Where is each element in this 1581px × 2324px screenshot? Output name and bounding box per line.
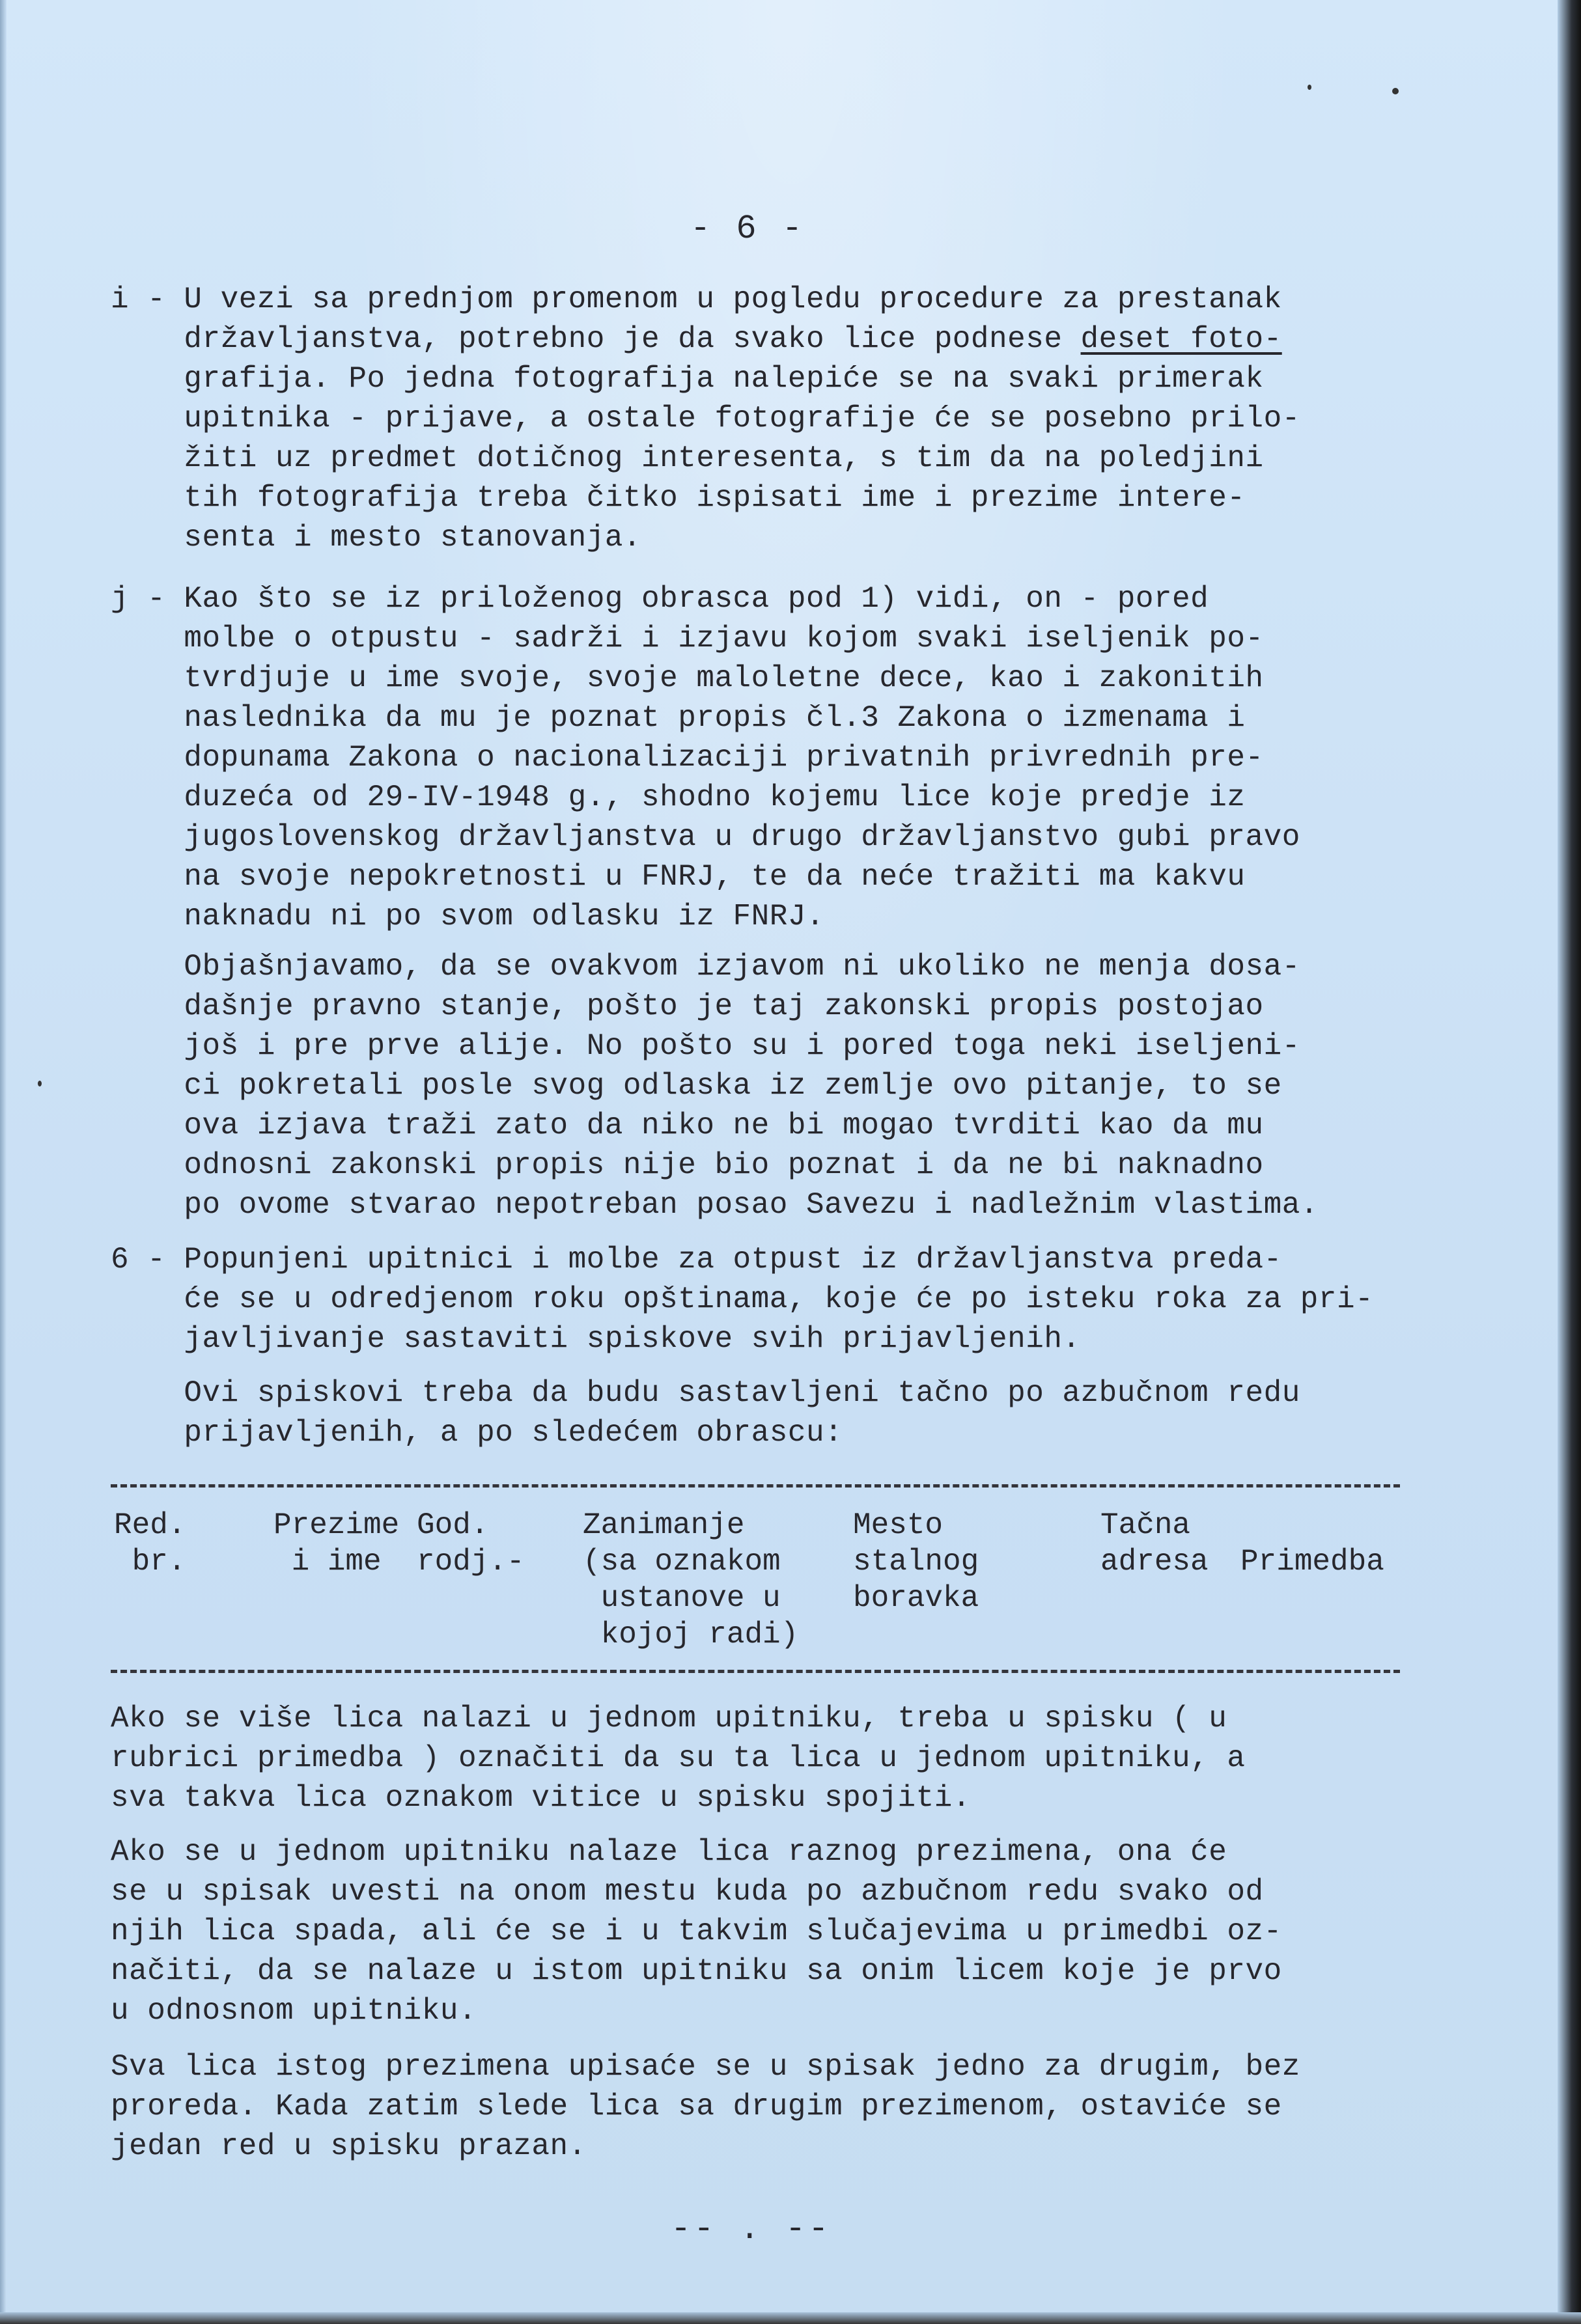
scan-speck: [1308, 85, 1311, 90]
page-footer-mark: -- . --: [671, 2210, 832, 2248]
line: sva takva lica oznakom vitice u spisku spojiti.: [111, 1781, 971, 1815]
scan-edge-right: [1558, 0, 1581, 2324]
scan-speck: [38, 1081, 42, 1086]
line: dašnje pravno stanje, pošto je taj zakonski propis postojao: [111, 989, 1264, 1023]
col-mesto-boravka: Mesto stalnog boravka: [853, 1508, 979, 1615]
paragraph-ako-2: [111, 1833, 1282, 2031]
line: naslednika da mu je poznat propis čl.3 Zakona o izmenama i: [111, 701, 1246, 735]
col-prezime-ime: Prezime i ime: [273, 1508, 400, 1579]
line: Ako se u jednom upitniku nalaze lica raznog prezimena, ona će: [111, 1835, 1227, 1869]
paragraph-explanation: [111, 947, 1319, 1225]
line: na svoje nepokretnosti u FNRJ, te da neće tražiti ma kakvu: [111, 860, 1246, 894]
page-number: - 6 -: [690, 210, 805, 248]
col-primedba: Primedba: [1240, 1545, 1384, 1579]
line: grafija. Po jedna fotografija nalepiće se na svaki primerak: [111, 362, 1264, 396]
col-zanimanje: Zanimanje (sa oznakom ustanove u kojoj radi): [583, 1508, 799, 1652]
line: prijavljenih, a po sledećem obrascu:: [111, 1416, 843, 1450]
line: i - U vezi sa prednjom promenom u pogledu procedure za prestanak: [111, 283, 1282, 316]
line: jedan red u spisku prazan.: [111, 2129, 587, 2163]
paragraph-ako-1: [111, 1699, 1245, 1818]
line: senta i mesto stanovanja.: [111, 521, 642, 555]
line: ci pokretali posle svog odlaska iz zemlje ovo pitanje, to se: [111, 1069, 1282, 1103]
line: još i pre prve alije. No pošto su i pored toga neki iseljeni-: [111, 1029, 1300, 1063]
table-top-rule: [111, 1484, 1400, 1487]
line: u odnosnom upitniku.: [111, 1994, 477, 2028]
underlined-text: deset foto-: [1080, 322, 1282, 356]
line: proreda. Kada zatim slede lica sa drugim prezimenom, ostaviće se: [111, 2090, 1282, 2123]
col-god-rodj: God. rodj.-: [417, 1508, 525, 1579]
line: načiti, da se nalaze u istom upitniku sa onim licem koje je prvo: [111, 1954, 1282, 1988]
paragraph-j: [111, 579, 1300, 937]
line: tvrdjuje u ime svoje, svoje maloletne dece, kao i zakonitih: [111, 661, 1264, 695]
line: dopunama Zakona o nacionalizaciji privatnih privrednih pre-: [111, 741, 1264, 775]
line: Ako se više lica nalazi u jednom upitniku, treba u spisku ( u: [111, 1702, 1227, 1736]
line: javljivanje sastaviti spiskove svih prijavljenih.: [111, 1322, 1081, 1356]
line: Objašnjavamo, da se ovakvom izjavom ni ukoliko ne menja dosa-: [111, 950, 1300, 984]
scan-edge-left: [0, 0, 7, 2324]
table-bottom-rule: [111, 1670, 1400, 1673]
col-red-br: Red. br.: [114, 1508, 186, 1579]
line: molbe o otpustu - sadrži i izjavu kojom svaki iseljenik po-: [111, 622, 1264, 656]
line: njih lica spada, ali će se i u takvim slučajevima u primedbi oz-: [111, 1915, 1282, 1948]
paragraph-i: [111, 280, 1300, 558]
line: žiti uz predmet dotičnog interesenta, s tim da na poledjini: [111, 441, 1264, 475]
line: odnosni zakonski propis nije bio poznat i da ne bi naknadno: [111, 1148, 1264, 1182]
line: naknadu ni po svom odlasku iz FNRJ.: [111, 900, 825, 934]
line: rubrici primedba ) označiti da su ta lica u jednom upitniku, a: [111, 1741, 1246, 1775]
paragraph-lists: [111, 1374, 1300, 1453]
paragraph-6: [111, 1240, 1373, 1359]
line: 6 - Popunjeni upitnici i molbe za otpust iz državljanstva preda-: [111, 1243, 1282, 1277]
line: duzeća od 29-IV-1948 g., shodno kojemu lice koje predje iz: [111, 781, 1246, 814]
line: Ovi spiskovi treba da budu sastavljeni tačno po azbučnom redu: [111, 1376, 1300, 1410]
line: jugoslovenskog državljanstva u drugo državljanstvo gubi pravo: [111, 820, 1300, 854]
col-tacna-adresa: Tačna adresa: [1100, 1508, 1209, 1579]
paragraph-sva: [111, 2047, 1300, 2166]
line: ova izjava traži zato da niko ne bi mogao tvrditi kao da mu: [111, 1109, 1264, 1142]
line: državljanstva, potrebno je da svako lice podnese: [111, 322, 1081, 356]
line: Sva lica istog prezimena upisaće se u spisak jedno za drugim, bez: [111, 2050, 1300, 2084]
line: se u spisak uvesti na onom mestu kuda po azbučnom redu svako od: [111, 1875, 1264, 1909]
line: će se u odredjenom roku opštinama, koje će po isteku roka za pri-: [111, 1282, 1374, 1316]
line: j - Kao što se iz priloženog obrasca pod 1) vidi, on - pored: [111, 582, 1209, 616]
line: tih fotografija treba čitko ispisati ime i prezime intere-: [111, 481, 1246, 515]
line: po ovome stvarao nepotreban posao Savezu i nadležnim vlastima.: [111, 1188, 1319, 1222]
scan-edge-bottom: [0, 2312, 1581, 2324]
scan-speck: [1392, 88, 1399, 94]
line: upitnika - prijave, a ostale fotografije će se posebno prilo-: [111, 402, 1300, 436]
